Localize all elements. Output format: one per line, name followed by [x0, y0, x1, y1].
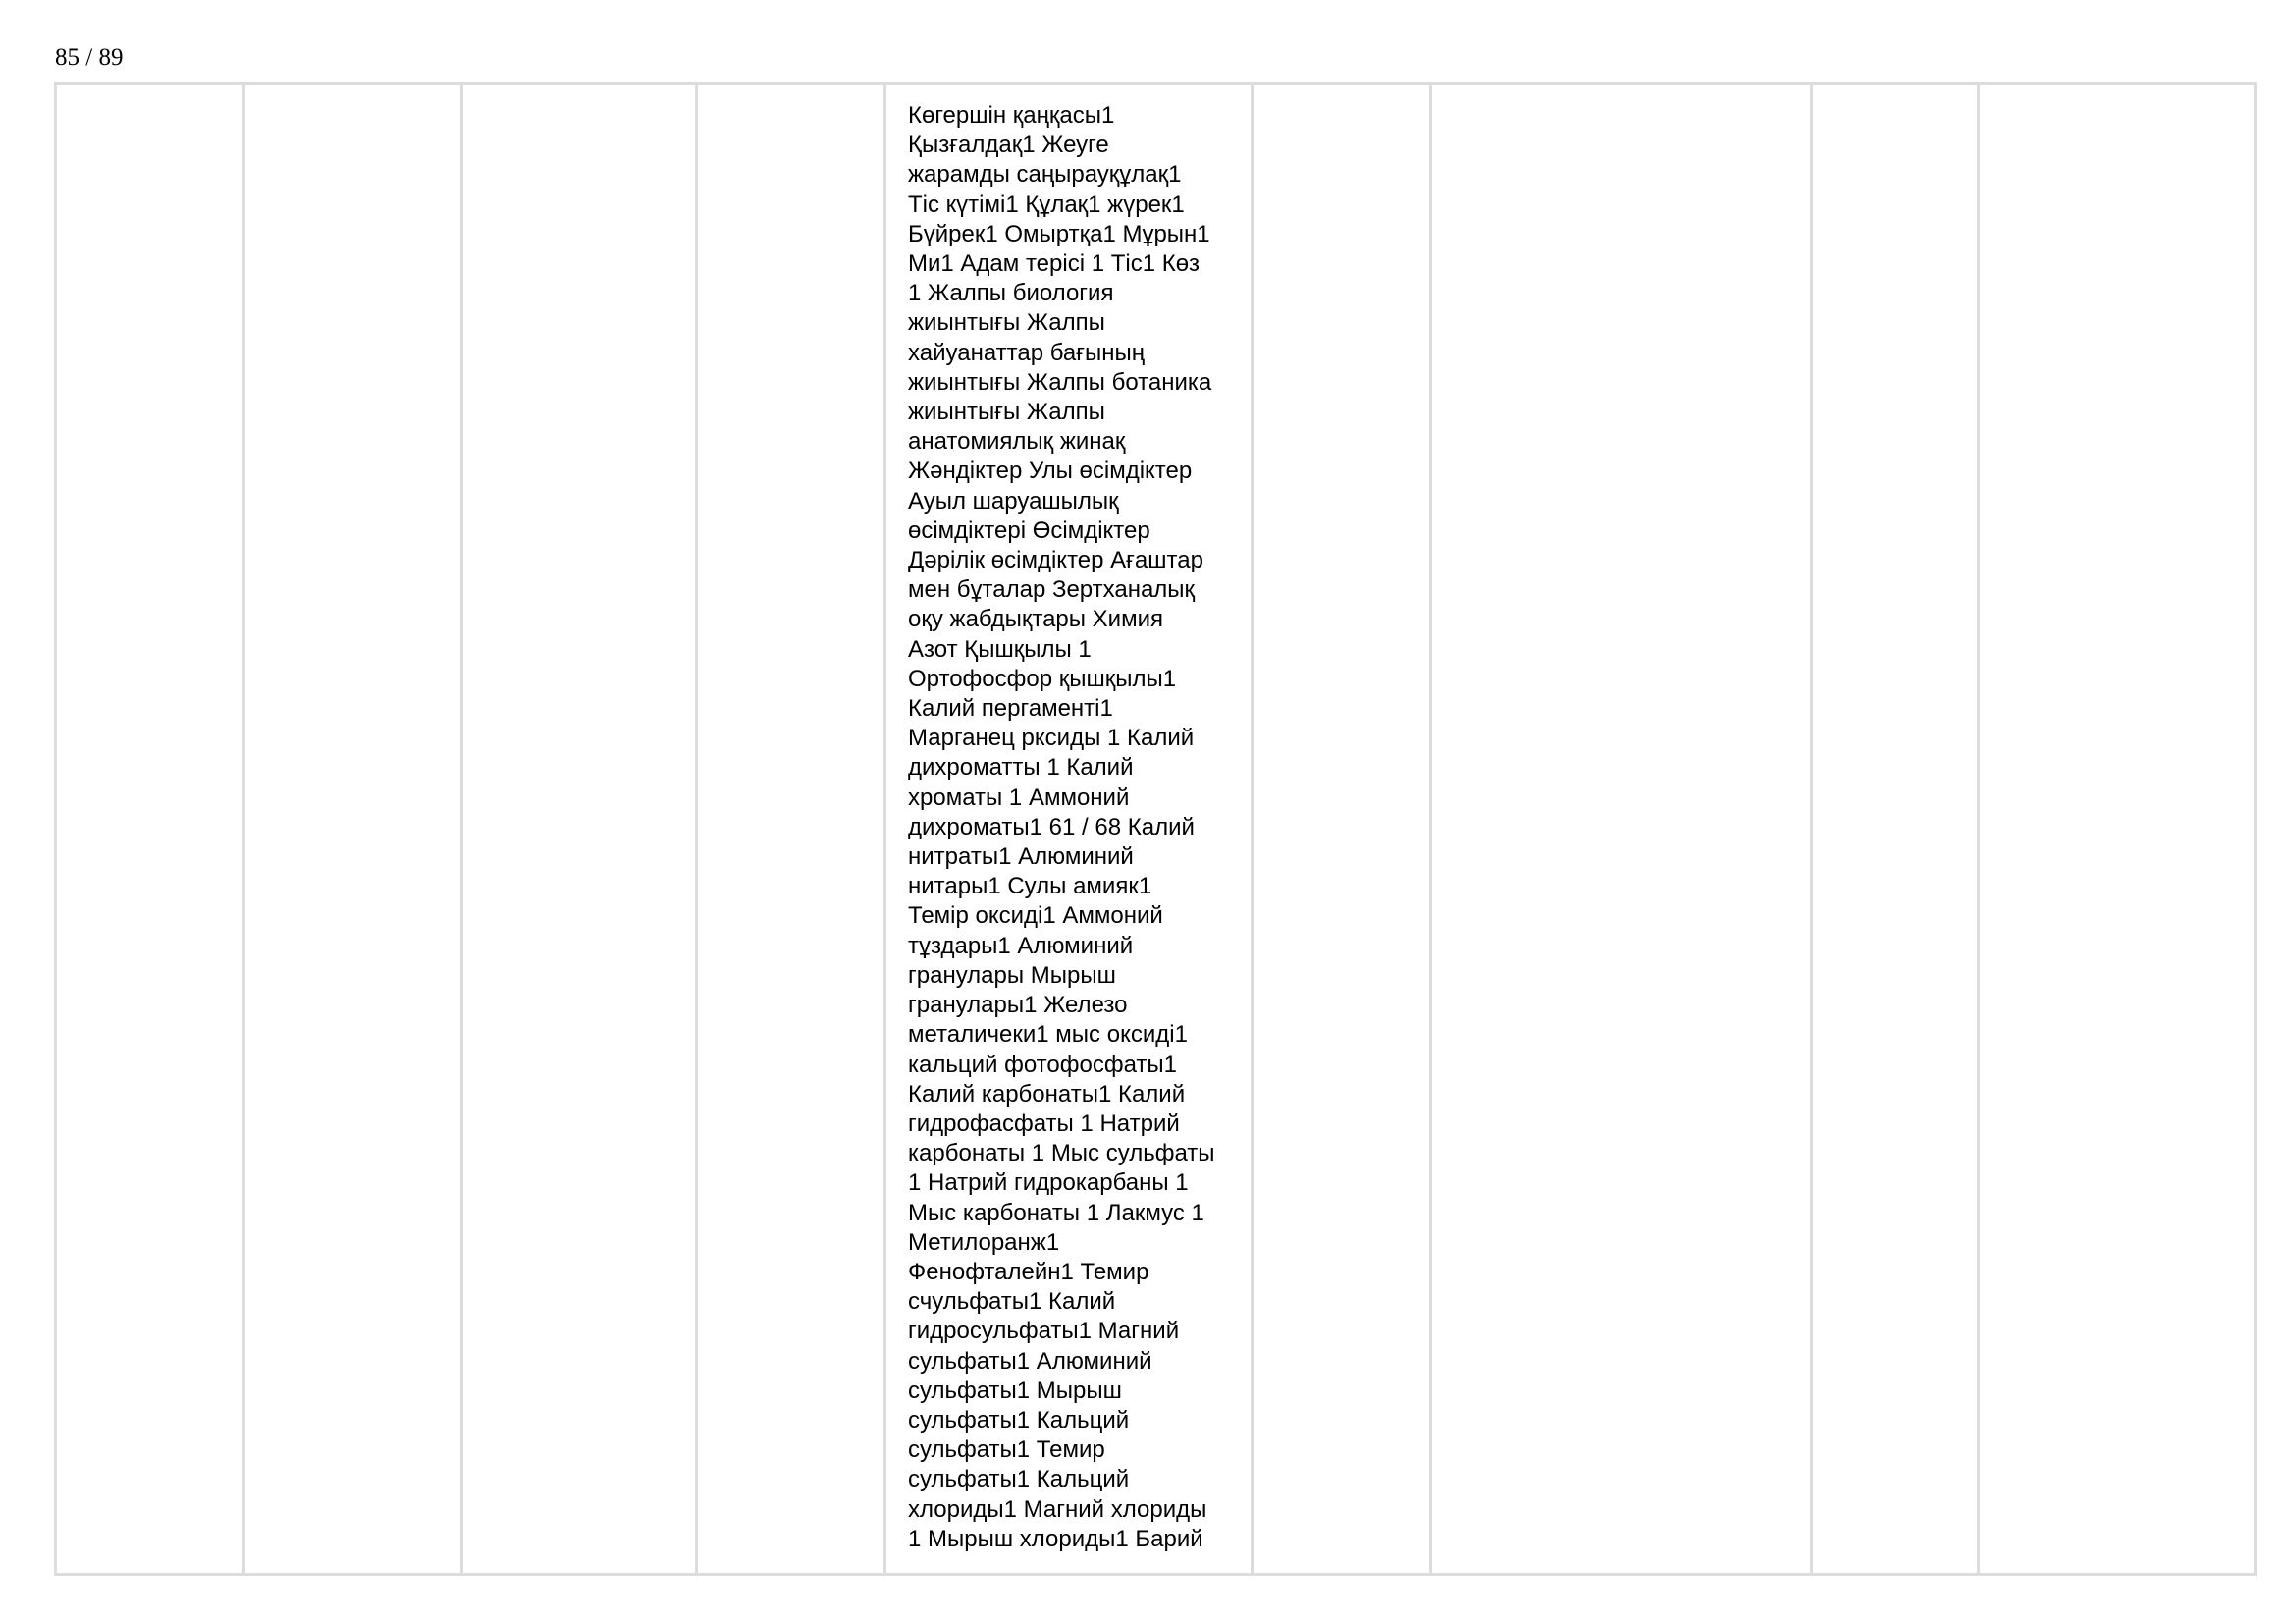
cell-text — [1432, 85, 1810, 101]
table-cell-8 — [1812, 84, 1979, 1575]
cell-text — [1980, 85, 2254, 101]
equipment-list-text: Көгершін қаңқасы1 Қызғалдақ1 Жеуге жарамды саңырауқұлақ1 Тіс күтімі1 Құлақ1 жүрек1 Бүйрек1 Омыртқа1 Мұрын1 Ми1 Адам терісі 1 Тіс1 Көз 1 Жалпы биология жиынтығы Жалпы хайуанаттар бағының жиынтығы Жалпы ботаника жиынтығы Жалпы анатомиялық жинақ Жәндіктер Улы өсімдіктер Ауыл шаруашылық өсімдіктері Өсімдіктер Дәрілік өсімдіктер Ағаштар мен бұталар Зертханалық оқу жабдықтары Химия Азот Қышқылы 1 Ортофосфор қышқылы1 Калий пергаменті1 Марганец рксиды 1 Калий дихроматты 1 Калий хроматы 1 Аммоний дихроматы1 61 / 68 Калий нитраты1 Алюминий нитары1 Сулы амияк1 Темір оксиді1 Аммоний тұздары1 Алюминий гранулары Мырыш гранулары1 Железо металичеки1 мыс оксиді1 кальций фотофосфаты1 Калий карбонаты1 Калий гидрофасфаты 1 Натрий карбонаты 1 Мыс сульфаты 1 Натрий гидрокарбаны 1 Мыс карбонаты 1 Лакмус 1 Метилоранж1 Фенофталейн1 Темир счульфаты1 Калий гидросульфаты1 Магний сульфаты1 Алюминий сульфаты1 Мырыш сульфаты1 Кальций сульфаты1 Темир сульфаты1 Кальций хлориды1 Магний хлориды 1 Мырыш хлориды1 Барий — [908, 102, 1215, 1552]
cell-text — [463, 85, 695, 101]
table-cell-equipment-list — [885, 84, 1253, 1575]
cell-text — [698, 85, 883, 101]
cell-text — [1254, 85, 1429, 101]
page-number: 85 / 89 — [55, 44, 124, 71]
cell-text — [57, 85, 242, 101]
document-table — [54, 82, 2257, 1576]
table-cell-7 — [1431, 84, 1812, 1575]
table-cell-6 — [1253, 84, 1431, 1575]
table-cell-2 — [244, 84, 462, 1575]
table-cell-3 — [462, 84, 697, 1575]
table-cell-1 — [56, 84, 244, 1575]
table-cell-9 — [1979, 84, 2256, 1575]
cell-text — [1813, 85, 1977, 101]
cell-text — [245, 85, 460, 101]
table-row — [56, 84, 2256, 1575]
table-cell-4 — [697, 84, 885, 1575]
